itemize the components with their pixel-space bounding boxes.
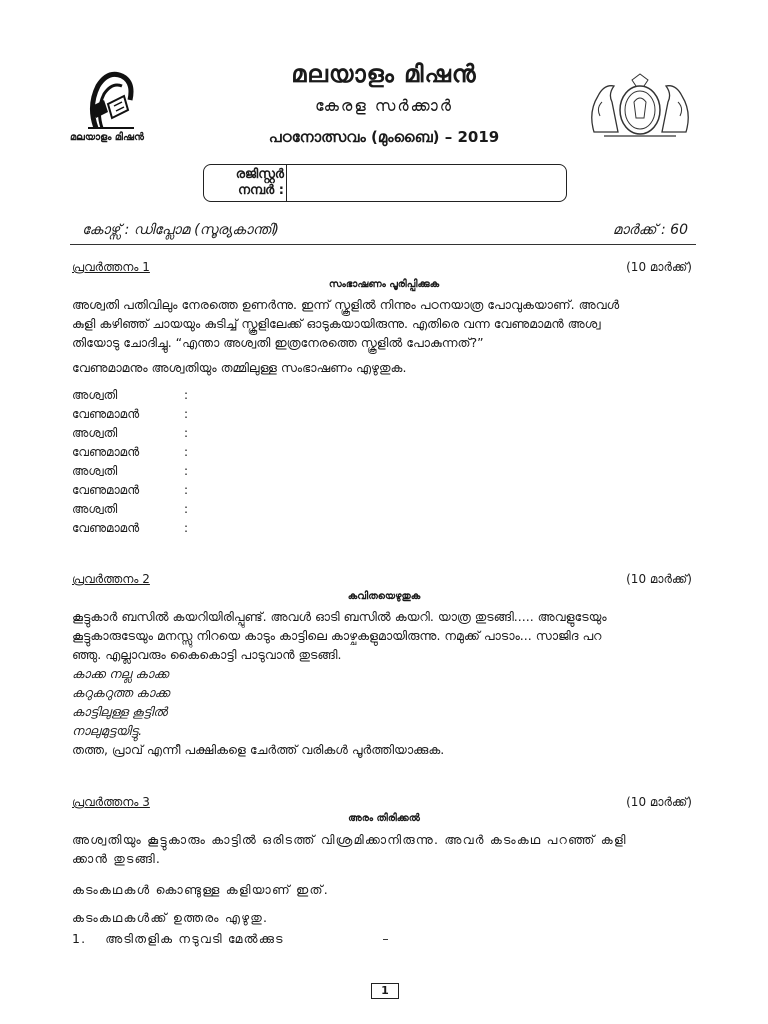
dialogue-line[interactable]: വേണുമാമൻ : (72, 407, 189, 421)
activity-1-instruction: വേണുമാമനും അശ്വതിയും തമ്മിലുള്ള സംഭാഷണം എഴുതുക. (72, 360, 407, 375)
riddle-text: അടിതളിക നടുവടി മേൽക്കുട (105, 931, 284, 946)
dialogue-line[interactable]: അശ്വതി : (72, 464, 189, 478)
registration-label-line2: നമ്പർ : (237, 183, 284, 198)
activity-2-instruction: തത്ത, പ്രാവ് എന്നീ പക്ഷികളെ ചേർത്ത് വരികൾ പൂർത്തിയാക്കുക. (72, 742, 445, 757)
course-marks-row (82, 222, 688, 238)
activity-1-passage: അശ്വതി പതിവിലും നേരത്തെ ഉണർന്നു. ഇന്ന് സ്കൂളിൽ നിന്നും പഠനയാത്ര പോവുകയാണ്. അവൾ കുളി കഴിഞ്ഞ് ചായയും കുടിച്ച് സ്കൂളിലേക്ക് ഓടുകയായിരുന്നു. എതിരെ വന്ന വേണുമാമൻ അശ്വ തിയോടു ചോദിച്ചു. “എന്താ അശ്വതി ഇത്രനേരത്തെ സ്കൂളിൽ പോകുന്നത്?” (72, 297, 620, 350)
page-title: മലയാളം മിഷൻ (291, 60, 477, 88)
page-number: 1 (371, 983, 399, 999)
poem-line: കാട്ടിലുള്ള കൂട്ടിൽ (72, 704, 168, 719)
activity-3-passage: അശ്വതിയും കൂട്ടുകാരും കാട്ടിൽ ഒരിടത്ത് വിശ്രമിക്കാനിരുന്നു. അവർ കടംകഥ പറഞ്ഞ് കളി ക്കാൻ തുടങ്ങി. (72, 832, 627, 866)
activity-3-line1: കടംകഥകൾ കൊണ്ടുള്ള കളിയാണ് ഇത്. (72, 882, 329, 897)
course-name: കോഴ്സ് : ഡിപ്ലോമ (സൂര്യകാന്തി) (82, 222, 279, 238)
riddle-answer-dash: – (382, 931, 390, 946)
activity-2-label: പ്രവർത്തനം 2 (72, 572, 150, 586)
registration-divider (286, 165, 287, 201)
dialogue-line[interactable]: വേണുമാമൻ : (72, 483, 189, 497)
riddle-number: 1. (72, 931, 87, 946)
riddle-item-1[interactable] (72, 931, 390, 947)
poem-line: കറുകറുത്ത കാക്ക (72, 685, 170, 700)
activity-3-line2: കടംകഥകൾക്ക് ഉത്തരം എഴുതു. (72, 910, 269, 925)
header-divider (70, 244, 696, 245)
dialogue-line[interactable]: അശ്വതി : (72, 388, 189, 402)
activity-1-label: പ്രവർത്തനം 1 (72, 260, 150, 274)
dialogue-line[interactable]: വേണുമാമൻ : (72, 521, 189, 535)
dialogue-line[interactable]: അശ്വതി : (72, 426, 189, 440)
total-marks: മാർക്ക് : 60 (612, 222, 688, 238)
exam-title: പഠനോത്സവം (മുംബൈ) – 2019 (268, 128, 500, 146)
dialogue-line[interactable]: അശ്വതി : (72, 502, 189, 516)
activity-3-label: പ്രവർത്തനം 3 (72, 795, 150, 809)
activity-3-heading: അരം തിരിക്കൽ (348, 813, 420, 824)
government-name: കേരള സർക്കാർ (315, 96, 453, 115)
registration-number-box[interactable] (203, 164, 567, 202)
poem-line: നാലുമുട്ടയിട്ടു. (72, 723, 143, 738)
activity-1-marks: (10 മാർക്ക്) (626, 260, 692, 274)
kerala-state-emblem (584, 72, 696, 142)
activity-2-passage: കൂട്ടുകാർ ബസിൽ കയറിയിരിപ്പുണ്ട്. അവൾ ഓടി ബസിൽ കയറി. യാത്ര തുടങ്ങി..... അവളുടേയും കൂട്ടുകാരുടേയും മനസ്സു നിറയെ കാടും കാട്ടിലെ കാഴ്ചകളുമായിരുന്നു. നമുക്ക് പാടാം... സാജിദ പറ ഞ്ഞു. എല്ലാവരും കൈകൊട്ടി പാടുവാൻ തുടങ്ങി. (72, 609, 607, 662)
logo-caption: മലയാളം മിഷൻ (70, 132, 144, 143)
registration-label-line1: രജിസ്റ്റർ (235, 167, 284, 182)
activity-2-heading: കവിതയെഴുതുക (347, 591, 421, 602)
activity-2-marks: (10 മാർക്ക്) (626, 572, 692, 586)
activity-1-heading: സംഭാഷണം പൂരിപ്പിക്കുക (328, 279, 440, 290)
activity-3-marks: (10 മാർക്ക്) (626, 795, 692, 809)
poem-line: കാക്ക നല്ല കാക്ക (72, 666, 169, 681)
dialogue-line[interactable]: വേണുമാമൻ : (72, 445, 189, 459)
